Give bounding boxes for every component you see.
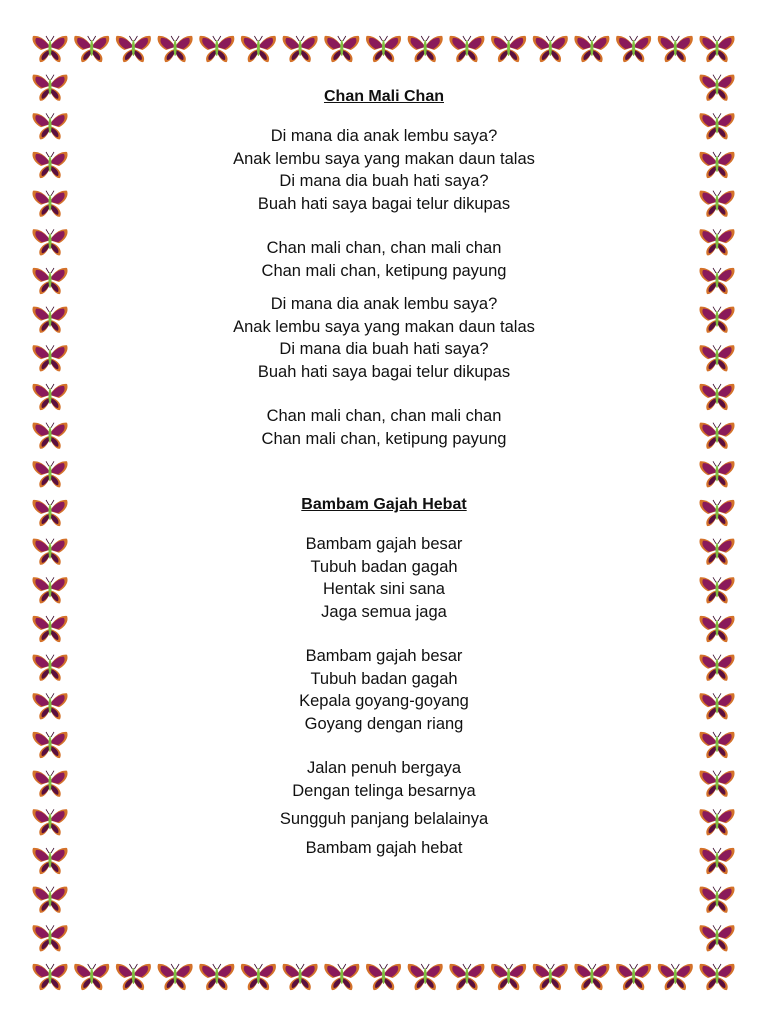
butterfly-icon xyxy=(32,539,67,565)
stanza xyxy=(120,237,648,282)
butterfly-icon xyxy=(241,36,276,62)
butterfly-icon xyxy=(699,113,734,139)
song-sheet xyxy=(120,86,648,859)
stanza xyxy=(120,125,648,215)
butterfly-icon xyxy=(158,36,193,62)
lyric-line: Chan mali chan, ketipung payung xyxy=(261,429,507,448)
butterfly-icon xyxy=(32,925,67,951)
butterfly-icon xyxy=(32,191,67,217)
butterfly-icon xyxy=(32,771,67,797)
lyric-line: Kepala goyang-goyang xyxy=(299,692,469,710)
butterfly-icon xyxy=(491,36,526,62)
butterfly-icon xyxy=(699,500,734,526)
butterfly-icon xyxy=(158,964,193,990)
lyric-line: Anak lembu saya yang makan daun talas xyxy=(233,149,535,168)
butterfly-icon xyxy=(699,268,734,294)
butterfly-icon xyxy=(32,655,67,681)
lyric-line: Buah hati saya bagai telur dikupas xyxy=(257,362,511,381)
lyric-line: Buah hati saya bagai telur dikupas xyxy=(257,194,511,213)
butterfly-icon xyxy=(699,925,734,951)
butterfly-icon xyxy=(699,229,734,255)
butterfly-icon xyxy=(32,307,67,333)
butterfly-icon xyxy=(32,36,67,62)
song-title-bambam-gajah-hebat: Bambam Gajah Hebat xyxy=(301,496,467,513)
butterfly-icon xyxy=(574,964,609,990)
butterfly-icon xyxy=(408,964,443,990)
butterfly-icon xyxy=(32,113,67,139)
butterfly-icon xyxy=(199,36,234,62)
butterfly-icon xyxy=(32,964,67,990)
lyric-line: Sungguh panjang belalainya xyxy=(279,810,489,828)
butterfly-icon xyxy=(324,964,359,990)
butterfly-icon xyxy=(699,384,734,410)
butterfly-icon xyxy=(32,848,67,874)
butterfly-icon xyxy=(699,616,734,642)
butterfly-icon xyxy=(32,423,67,449)
butterfly-icon xyxy=(199,964,234,990)
butterfly-icon xyxy=(699,36,734,62)
butterfly-icon xyxy=(699,423,734,449)
butterfly-icon xyxy=(699,848,734,874)
lyric-line: Chan mali chan, chan mali chan xyxy=(266,407,502,425)
butterfly-icon xyxy=(74,964,109,990)
lyric-line: Di mana dia anak lembu saya? xyxy=(270,295,498,313)
butterfly-icon xyxy=(699,577,734,603)
butterfly-icon xyxy=(366,36,401,62)
butterfly-icon xyxy=(699,809,734,835)
butterfly-icon xyxy=(699,732,734,758)
lyric-line: Dengan telinga besarnya xyxy=(292,781,476,800)
butterfly-icon xyxy=(699,693,734,719)
butterfly-icon xyxy=(699,655,734,681)
lyric-line: Bambam gajah besar xyxy=(305,535,463,553)
butterfly-icon xyxy=(699,307,734,333)
butterfly-icon xyxy=(32,577,67,603)
butterfly-icon xyxy=(32,500,67,526)
butterfly-icon xyxy=(491,964,526,990)
butterfly-icon xyxy=(32,693,67,719)
butterfly-icon xyxy=(32,461,67,487)
butterfly-icon xyxy=(324,36,359,62)
stanza xyxy=(120,808,648,831)
butterfly-icon xyxy=(699,152,734,178)
stanza xyxy=(120,837,648,860)
butterfly-icon xyxy=(116,36,151,62)
butterfly-icon xyxy=(283,36,318,62)
butterfly-icon xyxy=(658,964,693,990)
lyric-line: Chan mali chan, ketipung payung xyxy=(261,261,507,280)
stanza xyxy=(120,757,648,802)
butterfly-icon xyxy=(32,75,67,101)
butterfly-icon xyxy=(32,268,67,294)
lyric-line: Hentak sini sana xyxy=(323,580,445,598)
butterfly-icon xyxy=(533,964,568,990)
lyric-line: Chan mali chan, chan mali chan xyxy=(266,239,502,257)
butterfly-icon xyxy=(616,36,651,62)
butterfly-icon xyxy=(74,36,109,62)
butterfly-icon xyxy=(616,964,651,990)
butterfly-icon xyxy=(32,229,67,255)
butterfly-icon xyxy=(699,964,734,990)
butterfly-icon xyxy=(32,152,67,178)
lyric-line: Tubuh badan gagah xyxy=(310,557,458,576)
butterfly-icon xyxy=(449,36,484,62)
stanza xyxy=(120,293,648,383)
butterfly-icon xyxy=(32,732,67,758)
lyric-line: Bambam gajah hebat xyxy=(305,838,463,857)
song-title-chan-mali-chan: Chan Mali Chan xyxy=(323,88,444,105)
butterfly-icon xyxy=(241,964,276,990)
butterfly-icon xyxy=(699,771,734,797)
butterfly-icon xyxy=(699,461,734,487)
butterfly-icon xyxy=(658,36,693,62)
lyric-line: Anak lembu saya yang makan daun talas xyxy=(233,317,535,336)
butterfly-icon xyxy=(408,36,443,62)
butterfly-icon xyxy=(32,887,67,913)
butterfly-icon xyxy=(366,964,401,990)
lyric-line: Di mana dia buah hati saya? xyxy=(279,172,489,190)
butterfly-icon xyxy=(32,616,67,642)
stanza xyxy=(120,533,648,623)
butterfly-icon xyxy=(32,345,67,371)
butterfly-icon xyxy=(574,36,609,62)
butterfly-icon xyxy=(699,539,734,565)
butterfly-icon xyxy=(533,36,568,62)
butterfly-icon xyxy=(116,964,151,990)
lyric-line: Jalan penuh bergaya xyxy=(306,759,462,777)
butterfly-icon xyxy=(699,345,734,371)
lyric-line: Di mana dia buah hati saya? xyxy=(279,340,489,358)
butterfly-icon xyxy=(699,191,734,217)
lyric-line: Bambam gajah besar xyxy=(305,647,463,665)
stanza xyxy=(120,405,648,450)
butterfly-icon xyxy=(32,384,67,410)
lyric-line: Di mana dia anak lembu saya? xyxy=(270,127,498,145)
stanza xyxy=(120,645,648,735)
butterfly-icon xyxy=(449,964,484,990)
lyric-line: Goyang dengan riang xyxy=(304,714,464,733)
butterfly-icon xyxy=(32,809,67,835)
lyric-line: Tubuh badan gagah xyxy=(310,669,458,688)
butterfly-icon xyxy=(283,964,318,990)
butterfly-icon xyxy=(699,75,734,101)
butterfly-icon xyxy=(699,887,734,913)
lyric-line: Jaga semua jaga xyxy=(321,602,447,621)
